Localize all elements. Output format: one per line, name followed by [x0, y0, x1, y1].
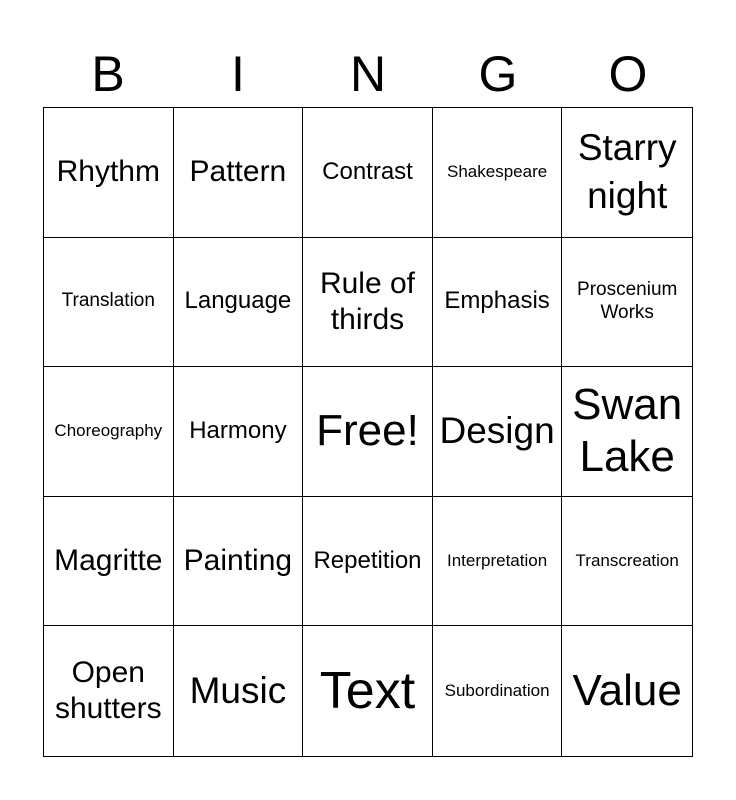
cell-label: Transcreation [575, 550, 679, 570]
bingo-cell[interactable] [44, 238, 174, 368]
header-letter-o: O [608, 46, 648, 102]
header-letter-i: I [231, 46, 245, 102]
bingo-cell[interactable] [174, 626, 304, 756]
cell-label: Repetition [313, 546, 422, 574]
cell-label: Design [439, 410, 555, 452]
bingo-cell[interactable] [433, 108, 563, 238]
cell-label: Language [184, 287, 292, 315]
cell-label: Translation [61, 290, 155, 312]
header-letter-g: G [478, 46, 518, 102]
bingo-cell[interactable] [44, 108, 174, 238]
cell-label: Contrast [322, 157, 413, 185]
bingo-cell[interactable] [303, 497, 433, 627]
bingo-cell[interactable] [303, 108, 433, 238]
bingo-cell[interactable] [562, 497, 692, 627]
cell-label: Rhythm [56, 155, 160, 189]
cell-label: Open shutters [54, 656, 162, 726]
cell-label: Free! [316, 406, 419, 456]
bingo-header [43, 40, 693, 108]
cell-label: Proscenium Works [577, 279, 678, 323]
bingo-cell[interactable] [562, 367, 692, 497]
cell-label: Swan Lake [572, 379, 683, 482]
cell-label: Shakespeare [447, 162, 548, 182]
cell-label: Music [189, 670, 287, 712]
bingo-cell[interactable] [174, 367, 304, 497]
cell-label: Text [319, 662, 416, 720]
bingo-cell[interactable] [44, 367, 174, 497]
cell-label: Interpretation [447, 550, 548, 570]
bingo-cell[interactable] [433, 238, 563, 368]
cell-label: Value [572, 665, 682, 715]
bingo-board [43, 107, 693, 757]
bingo-cell[interactable] [303, 626, 433, 756]
bingo-cell[interactable] [562, 108, 692, 238]
cell-label: Pattern [189, 155, 287, 189]
bingo-cell[interactable] [433, 497, 563, 627]
bingo-cell[interactable] [44, 497, 174, 627]
header-letter-n: N [349, 46, 387, 102]
bingo-cell[interactable] [433, 626, 563, 756]
cell-label: Rule of thirds [319, 266, 416, 336]
cell-label: Choreography [54, 421, 163, 441]
bingo-cell[interactable] [562, 238, 692, 368]
free-space-cell[interactable] [303, 367, 433, 497]
cell-label: Starry night [577, 127, 677, 217]
bingo-cell[interactable] [174, 497, 304, 627]
bingo-cell[interactable] [174, 238, 304, 368]
bingo-cell[interactable] [174, 108, 304, 238]
bingo-cell[interactable] [303, 238, 433, 368]
bingo-cell[interactable] [433, 367, 563, 497]
cell-label: Painting [183, 544, 293, 578]
cell-label: Emphasis [444, 287, 550, 315]
bingo-cell[interactable] [44, 626, 174, 756]
cell-label: Harmony [189, 417, 287, 445]
cell-label: Magritte [54, 544, 163, 578]
header-letter-b: B [91, 46, 125, 102]
bingo-cell[interactable] [562, 626, 692, 756]
cell-label: Subordination [444, 681, 550, 700]
